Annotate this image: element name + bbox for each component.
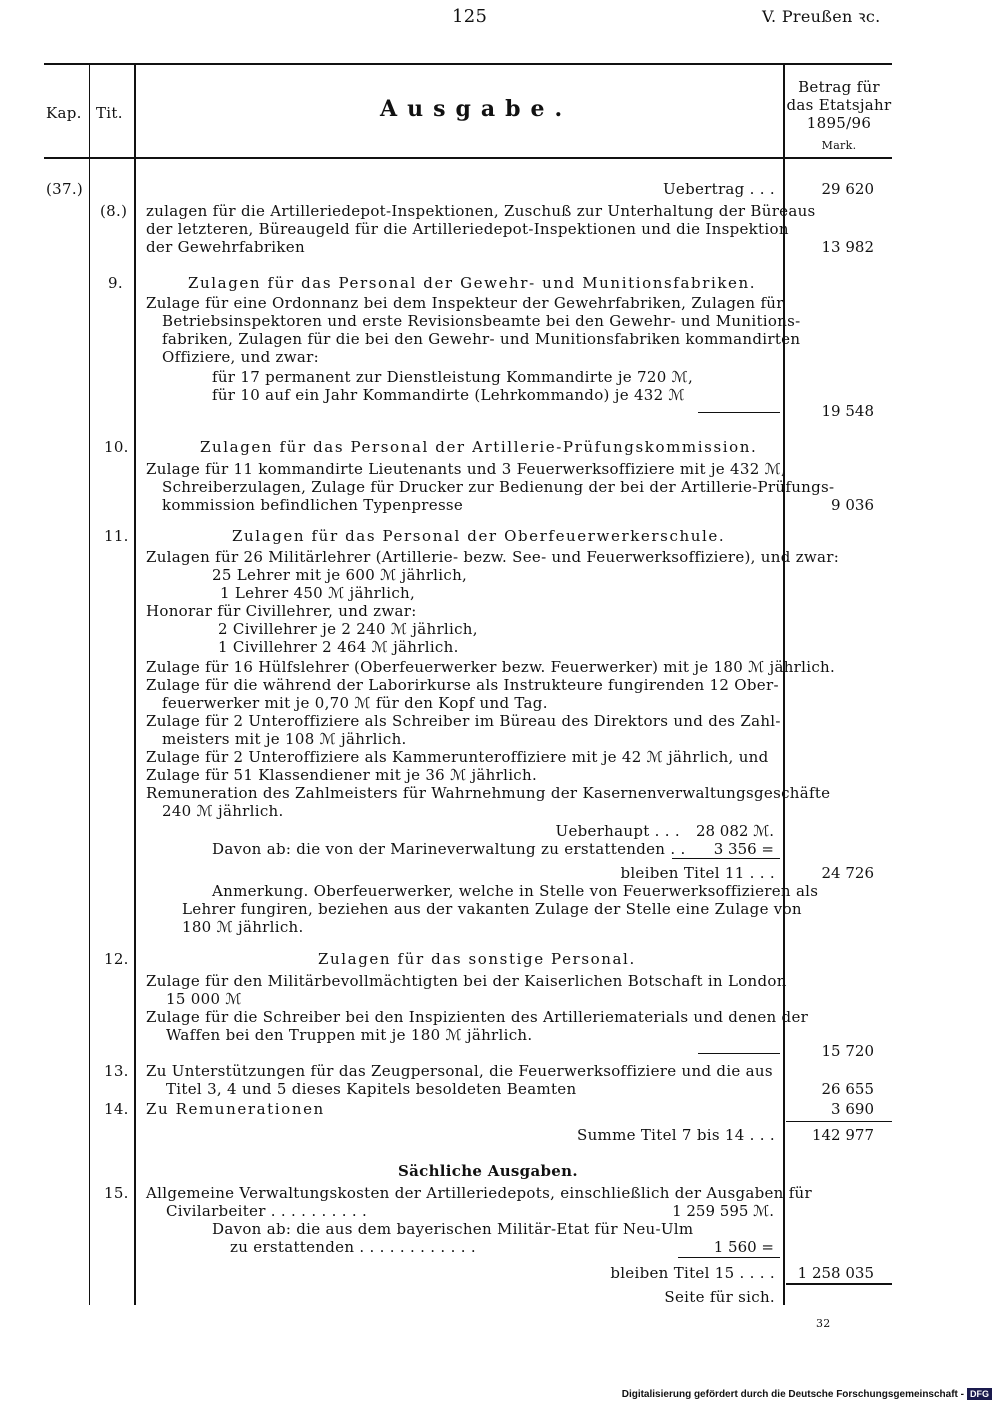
digitization-credit: [560, 1388, 992, 1400]
titel-11-line: meisters mit je 108 ℳ jährlich.: [162, 730, 407, 748]
titel-13-number: 13.: [104, 1062, 129, 1080]
kap-number: (37.): [46, 180, 84, 198]
titel-15-amount: 1 258 035: [797, 1264, 874, 1282]
header-rule: [44, 157, 892, 159]
subtotal-rule: [698, 412, 780, 413]
titel-11-line: Honorar für Civillehrer, und zwar:: [146, 602, 417, 620]
col-header-kap: Kap.: [46, 104, 82, 122]
titel-9-line: fabriken, Zulagen für die bei den Gewehr- und Munitionsfabriken kommandirten: [162, 330, 801, 348]
titel-8-number: (8.): [100, 202, 128, 220]
titel-12-line: Zulage für die Schreiber bei den Inspizienten des Artilleriematerials und denen der: [146, 1008, 809, 1026]
page-number: 125: [452, 6, 488, 27]
top-rule: [44, 63, 892, 65]
titel-8-amount: 13 982: [821, 238, 874, 256]
titel-9-line: für 17 permanent zur Dienstleistung Kommandirte je 720 ℳ,: [212, 368, 694, 386]
col-header-betrag-2: das Etatsjahr: [786, 96, 892, 114]
titel-11-line: Zulage für die während der Laborirkurse als Instrukteure fungirenden 12 Ober-: [146, 676, 779, 694]
titel-11-line: Zulage für 2 Unteroffiziere als Kammerunteroffiziere mit je 42 ℳ jährlich, und: [146, 748, 769, 766]
titel-15-davon-amount: 1 560 =: [713, 1238, 774, 1256]
subtotal-rule: [672, 858, 780, 859]
dfg-logo: DFG: [967, 1388, 992, 1400]
anmerkung-line: 180 ℳ jährlich.: [182, 918, 304, 936]
titel-15-line: Allgemeine Verwaltungskosten der Artilleriedepots, einschließlich der Ausgaben für: [146, 1184, 812, 1202]
titel-9-line: für 10 auf ein Jahr Kommandirte (Lehrkommando) je 432 ℳ: [212, 386, 685, 404]
titel-15-main-amount: 1 259 595 ℳ.: [672, 1202, 774, 1220]
col-header-betrag-1: Betrag für: [798, 78, 880, 96]
titel-10-number: 10.: [104, 438, 129, 456]
titel-12-amount: 15 720: [821, 1042, 874, 1060]
titel-11-line: Remuneration des Zahlmeisters für Wahrnehmung der Kasernenverwaltungsgeschäfte: [146, 784, 831, 802]
titel-10-line: Zulage für 11 kommandirte Lieutenants und 3 Feuerwerksoffiziere mit je 432 ℳ,: [146, 460, 787, 478]
running-head: V. Preußen ꝛc.: [762, 7, 881, 26]
sheet-number: 32: [816, 1317, 831, 1330]
titel-11-line: Zulage für 16 Hülfslehrer (Oberfeuerwerker bezw. Feuerwerker) mit je 180 ℳ jährlich.: [146, 658, 836, 676]
titel-12-line: 15 000 ℳ: [166, 990, 242, 1008]
titel-9-number: 9.: [108, 274, 123, 292]
col-divider-amount: [783, 65, 785, 1305]
titel-13-line: Titel 3, 4 und 5 dieses Kapitels besoldeten Beamten: [166, 1080, 577, 1098]
ueberhaupt-amount: 28 082 ℳ.: [695, 822, 774, 840]
titel-9-heading: Zulagen für das Personal der Gewehr- und Munitionsfabriken.: [188, 274, 757, 292]
uebertrag-amount: 29 620: [821, 180, 874, 198]
titel-11-line: Zulage für 2 Unteroffiziere als Schreiber im Büreau des Direktors und des Zahl-: [146, 712, 781, 730]
titel-12-line: Waffen bei den Truppen mit je 180 ℳ jährlich.: [166, 1026, 533, 1044]
titel-10-heading: Zulagen für das Personal der Artillerie-Prüfungskommission.: [200, 438, 758, 456]
titel-11-line: 1 Lehrer 450 ℳ jährlich,: [220, 584, 416, 602]
titel-11-heading: Zulagen für das Personal der Oberfeuerwerkerschule.: [232, 527, 726, 545]
titel-8-line: der Gewehrfabriken: [146, 238, 305, 256]
davon-ab-marine-amount: 3 356 =: [713, 840, 774, 858]
col-divider-kap: [89, 65, 90, 1305]
titel-15-line: Civilarbeiter . . . . . . . . . .: [166, 1202, 368, 1220]
section-heading-saechlich: Sächliche Ausgaben.: [398, 1162, 578, 1180]
titel-9-line: Zulage für eine Ordonnanz bei dem Inspekteur der Gewehrfabriken, Zulagen für: [146, 294, 784, 312]
titel-11-number: 11.: [104, 527, 129, 545]
col-header-unit: Mark.: [821, 139, 857, 152]
summe-rule: [786, 1121, 892, 1122]
titel-15-number: 15.: [104, 1184, 129, 1202]
titel-8-line: zulagen für die Artilleriedepot-Inspektionen, Zuschuß zur Unterhaltung der Büreaus: [146, 202, 816, 220]
titel-10-amount: 9 036: [831, 496, 874, 514]
credit-text: Digitalisierung gefördert durch die Deutsche Forschungsgemeinschaft -: [621, 1389, 964, 1400]
titel-15-davon: zu erstattenden . . . . . . . . . . . .: [230, 1238, 476, 1256]
titel-11-line: Zulage für 51 Klassendiener mit je 36 ℳ jährlich.: [146, 766, 538, 784]
titel-11-line: feuerwerker mit je 0,70 ℳ für den Kopf und Tag.: [162, 694, 548, 712]
titel-9-line: Betriebsinspektoren und erste Revisionsbeamte bei den Gewehr- und Munitions-: [162, 312, 801, 330]
col-header-betrag-3: 1895/96: [806, 114, 872, 132]
titel-15-davon: Davon ab: die aus dem bayerischen Militär-Etat für Neu-Ulm: [212, 1220, 694, 1238]
titel-14-amount: 3 690: [831, 1100, 874, 1118]
titel-11-line: 2 Civillehrer je 2 240 ℳ jährlich,: [218, 620, 478, 638]
anmerkung-line: Lehrer fungiren, beziehen aus der vakanten Zulage der Stelle eine Zulage von: [182, 900, 802, 918]
titel-10-line: kommission befindlichen Typenpresse: [162, 496, 464, 514]
seite-fuer-sich: Seite für sich.: [664, 1288, 775, 1306]
uebertrag-label: Uebertrag . . .: [662, 180, 775, 198]
titel-11-amount: 24 726: [821, 864, 874, 882]
summe-amount: 142 977: [811, 1126, 874, 1144]
summe-label: Summe Titel 7 bis 14 . . .: [577, 1126, 775, 1144]
titel-11-line: 1 Civillehrer 2 464 ℳ jährlich.: [218, 638, 459, 656]
titel-14-number: 14.: [104, 1100, 129, 1118]
titel-9-line: Offiziere, und zwar:: [162, 348, 319, 366]
subtotal-rule: [698, 1053, 780, 1054]
col-divider-tit: [134, 65, 136, 1305]
titel-12-heading: Zulagen für das sonstige Personal.: [318, 950, 636, 968]
titel-10-line: Schreiberzulagen, Zulage für Drucker zur Bedienung der bei der Artillerie-Prüfungs-: [162, 478, 835, 496]
davon-ab-marine: Davon ab: die von der Marineverwaltung zu erstattenden . .: [212, 840, 686, 858]
titel-11-line: Zulagen für 26 Militärlehrer (Artillerie- bezw. See- und Feuerwerksoffiziere), und zwar:: [146, 548, 840, 566]
subtotal-rule: [678, 1257, 780, 1258]
titel-8-line: der letzteren, Büreaugeld für die Artilleriedepot-Inspektionen und die Inspektion: [146, 220, 789, 238]
titel-11-line: 240 ℳ jährlich.: [162, 802, 284, 820]
titel-13-line: Zu Unterstützungen für das Zeugpersonal, die Feuerwerksoffiziere und die aus: [146, 1062, 773, 1080]
titel-13-amount: 26 655: [821, 1080, 874, 1098]
titel-12-line: Zulage für den Militärbevollmächtigten bei der Kaiserlichen Botschaft in London: [146, 972, 787, 990]
bleiben-titel-11-label: bleiben Titel 11 . . .: [620, 864, 775, 882]
ueberhaupt-label: Ueberhaupt . . .: [555, 822, 680, 840]
titel-11-line: 25 Lehrer mit je 600 ℳ jährlich,: [212, 566, 468, 584]
titel-14-text: Zu Remunerationen: [146, 1100, 325, 1118]
bleiben-titel-15-label: bleiben Titel 15 . . . .: [610, 1264, 775, 1282]
col-header-tit: Tit.: [96, 104, 123, 122]
col-header-ausgabe: Ausgabe.: [380, 96, 573, 122]
titel-9-amount: 19 548: [821, 402, 874, 420]
anmerkung-line: Anmerkung. Oberfeuerwerker, welche in Stelle von Feuerwerksoffizieren als: [212, 882, 819, 900]
titel-12-number: 12.: [104, 950, 129, 968]
total-rule: [786, 1283, 892, 1285]
